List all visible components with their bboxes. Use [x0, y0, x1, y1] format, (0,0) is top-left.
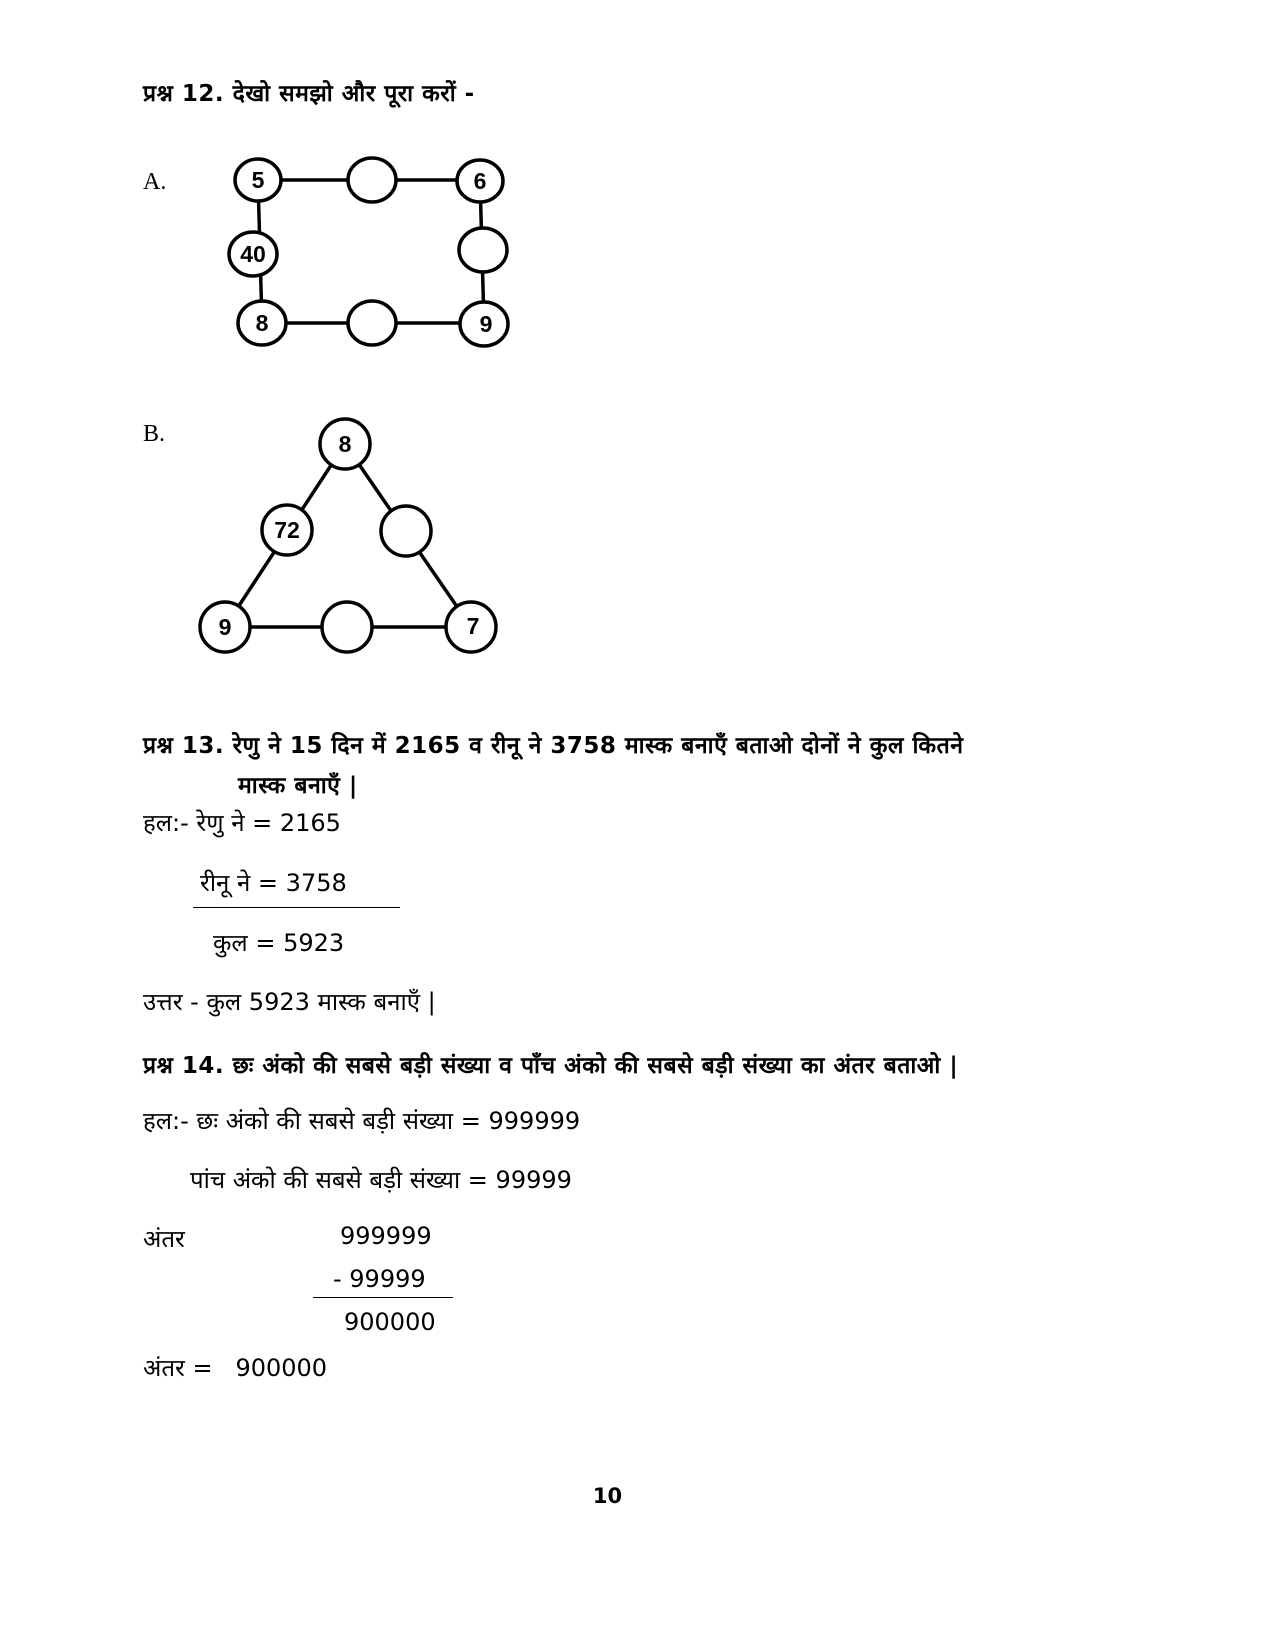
b-node-bottom-mid — [322, 602, 372, 652]
q14-subtrahend: - 99999 — [333, 1265, 426, 1293]
q14-solution-line2: पांच अंको की सबसे बड़ी संख्या = 99999 — [190, 1166, 572, 1194]
q13-heading-line1: प्रश्न 13. रेणु ने 15 दिन में 2165 व रीनू ने 3758 मास्क बनाएँ बताओ दोनों ने कुल कितने — [143, 733, 964, 759]
b-value-left-mid: 72 — [274, 517, 300, 543]
q14-subtraction-rule — [313, 1297, 453, 1298]
b-node-right-mid — [381, 506, 431, 556]
a-value-bottom-left: 8 — [255, 310, 269, 336]
q13-sum-rule — [193, 907, 400, 908]
a-value-top-right: 6 — [473, 168, 487, 194]
q13-total: कुल = 5923 — [213, 929, 345, 957]
q12-a-label: A. — [143, 169, 167, 195]
q14-result: 900000 — [344, 1308, 436, 1336]
b-value-top: 8 — [338, 431, 352, 457]
q13-answer: उत्तर - कुल 5923 मास्क बनाएँ | — [143, 988, 436, 1016]
a-node-top-mid — [348, 158, 396, 202]
q12-b-label: B. — [143, 421, 166, 447]
q14-final-answer: अंतर = 900000 — [143, 1354, 328, 1382]
b-value-bottom-left: 9 — [218, 614, 232, 640]
a-value-bottom-right: 9 — [479, 311, 493, 337]
page-number: 10 — [592, 1484, 623, 1508]
b-value-bottom-right: 7 — [466, 613, 480, 639]
a-value-mid-left: 40 — [240, 241, 266, 267]
q14-minuend: 999999 — [340, 1222, 432, 1250]
a-node-bottom-mid — [348, 301, 396, 345]
a-value-top-left: 5 — [251, 167, 265, 193]
q14-difference-label: अंतर — [143, 1225, 185, 1253]
q14-heading: प्रश्न 14. छः अंको की सबसे बड़ी संख्या व पाँच अंको की सबसे बड़ी संख्या का अंतर बताओ | — [143, 1053, 959, 1079]
q13-heading-line2: मास्क बनाएँ | — [238, 773, 358, 799]
q13-solution-line2: रीनू ने = 3758 — [200, 869, 347, 897]
q13-solution-line1: हल:- रेणु ने = 2165 — [143, 809, 341, 837]
q14-solution-line1: हल:- छः अंको की सबसे बड़ी संख्या = 999999 — [143, 1107, 581, 1135]
a-node-mid-right — [459, 228, 507, 272]
q12-heading: प्रश्न 12. देखो समझो और पूरा करों - — [143, 81, 475, 107]
